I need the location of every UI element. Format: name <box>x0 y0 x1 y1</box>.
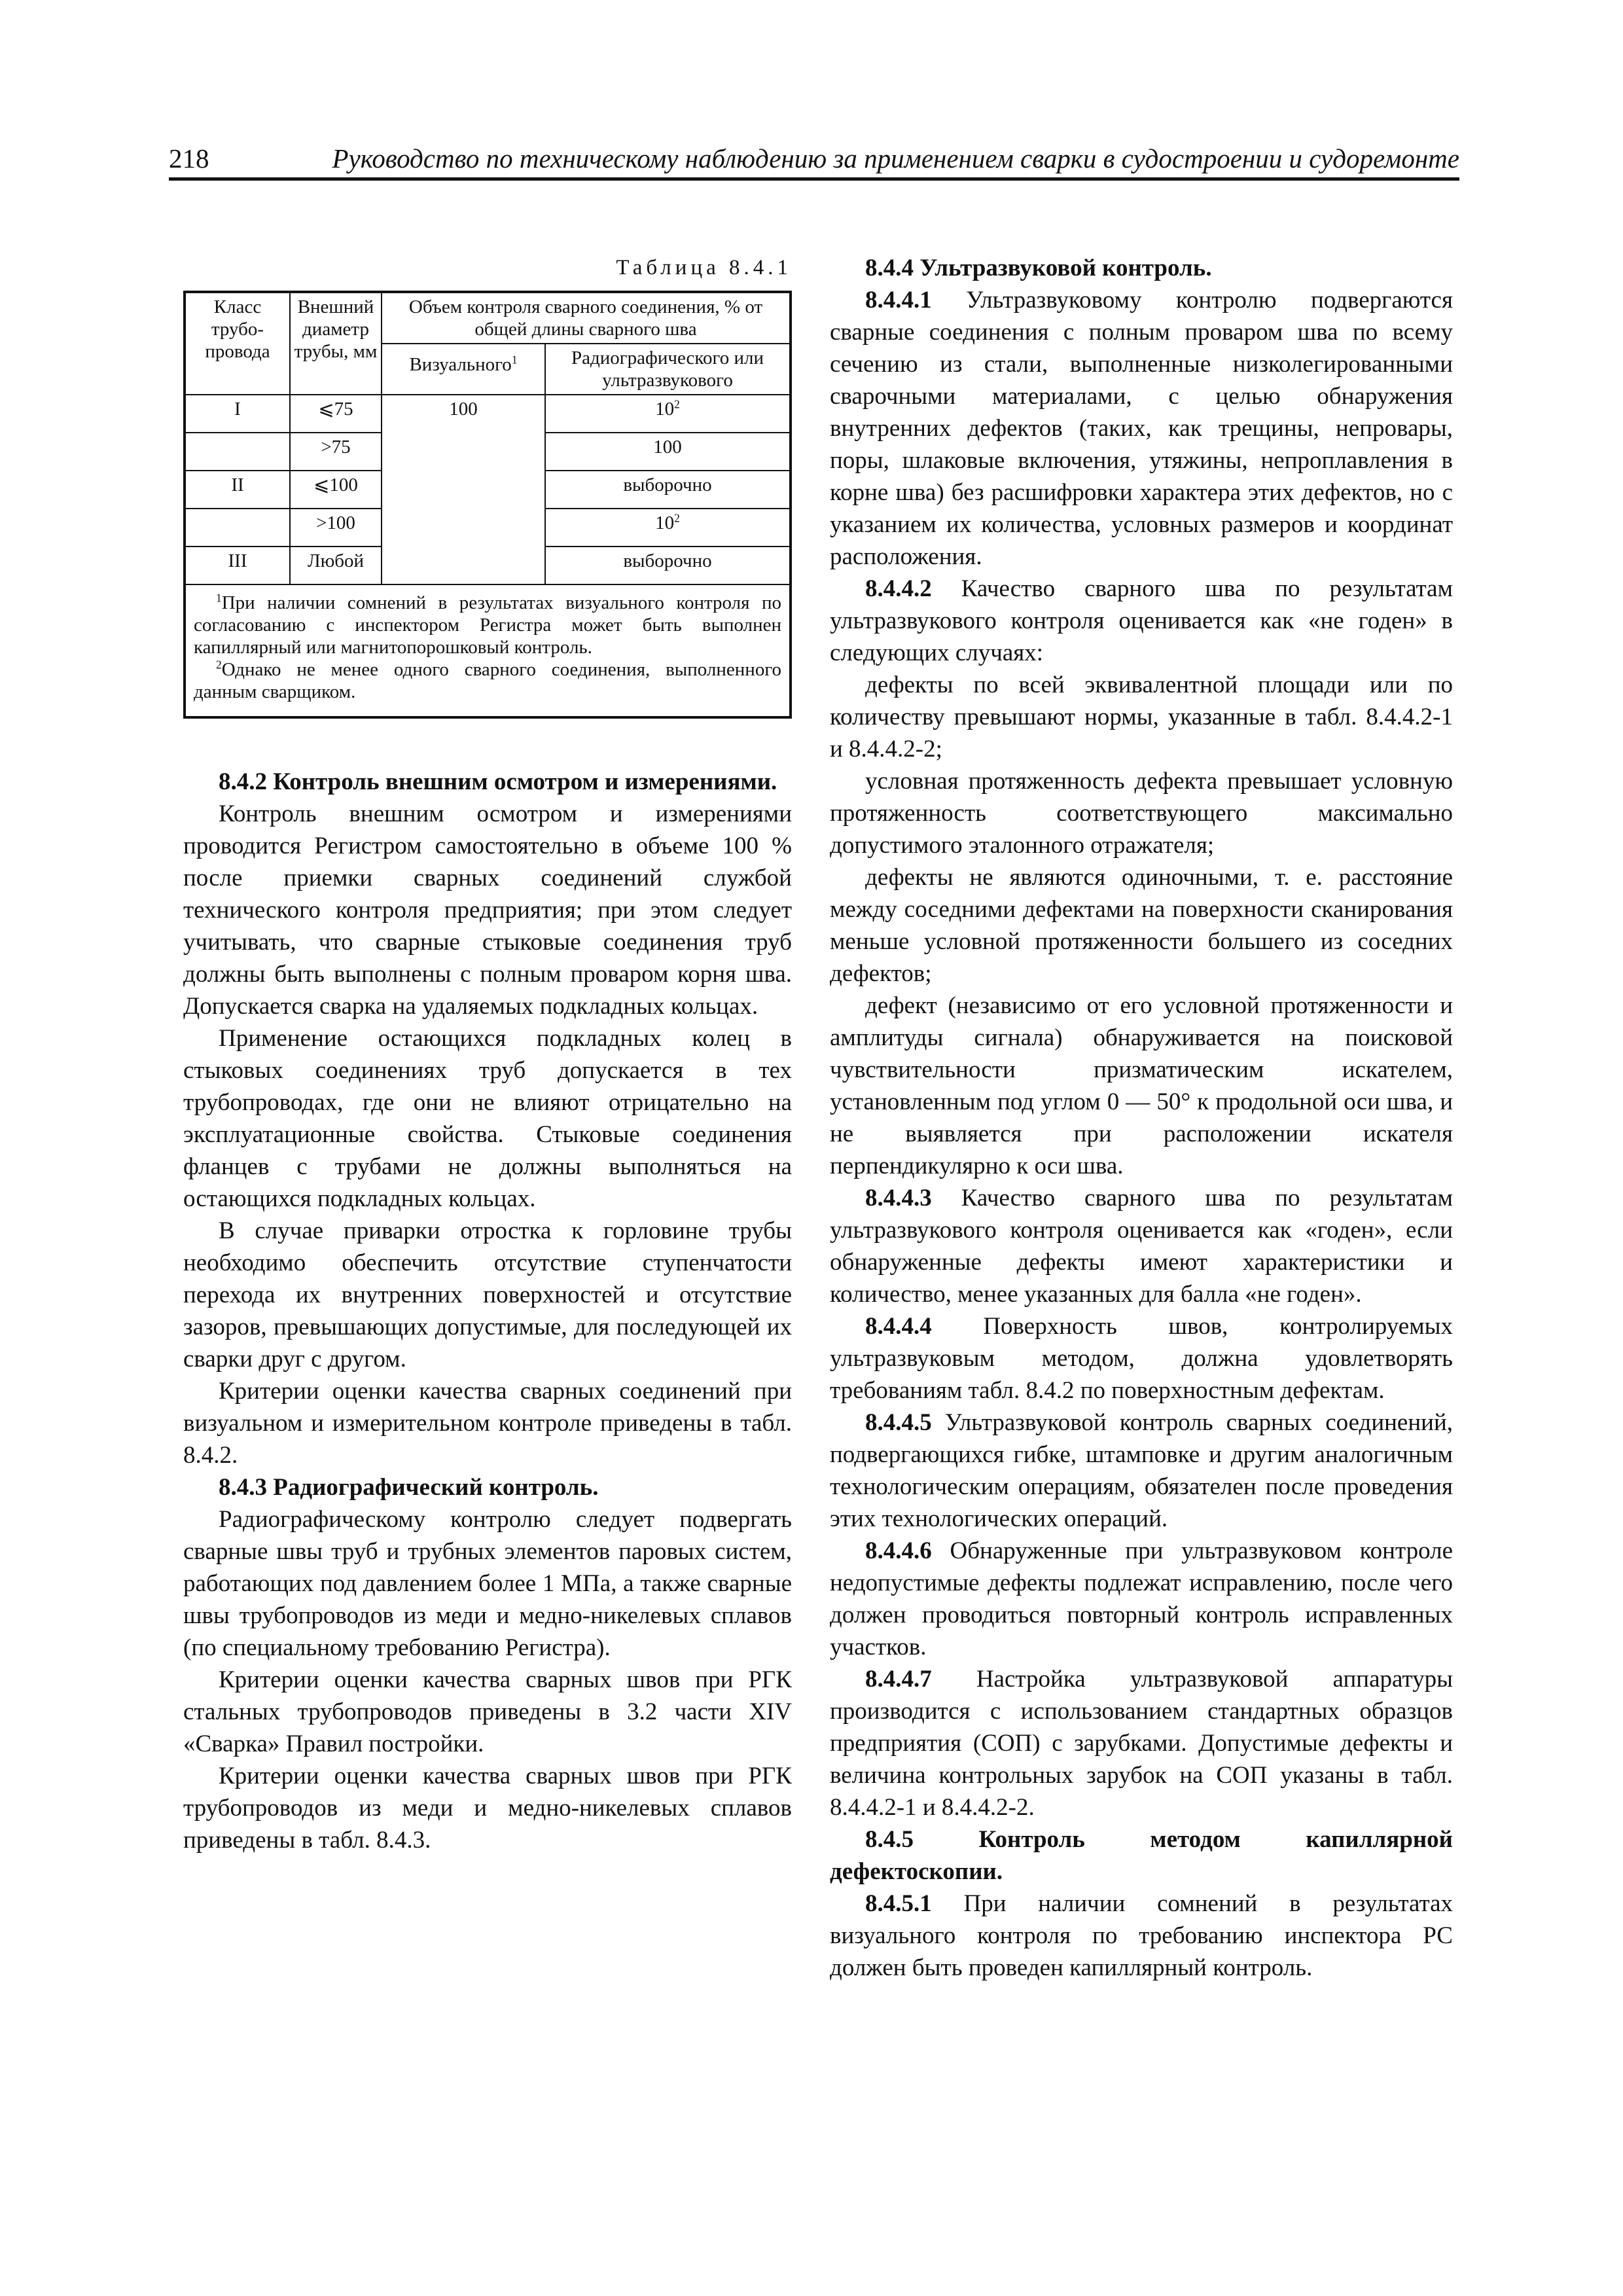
page-number: 218 <box>169 143 209 173</box>
th-visual: Визуального$^1$ <box>382 344 545 395</box>
page-header <box>169 143 1459 181</box>
cell-diameter: ⩽100 <box>290 471 382 509</box>
cell-class: I <box>185 395 290 433</box>
cell-class <box>185 433 290 471</box>
th-diameter: Внешний диаметр трубы, мм <box>290 292 382 395</box>
clause-8-4-4-1: 8.4.4.1 Ультразвуковому контролю подвергаются сварные соединения с полным проваром шва по всему сечению из стали, выполненные низколегированными сварочными материалами, с целью обнаружения внутренних дефектов (таких, как трещины, непровары, поры, шлаковые включения, утяжины, непроплавления в корне шва) без расшифровки характера этих дефектов, но с указанием их количества, условных размеров и координат расположения. <box>830 287 1453 570</box>
clause-8-4-4-4: 8.4.4.4 Поверхность швов, контролируемых ультразвуковым методом, должна удовлетворять требованиям табл. 8.4.2 по поверхностным дефектам. <box>830 1313 1454 1404</box>
clause-8-4-4-3: 8.4.4.3 Качество сварного шва по результатам ультразвукового контроля оценивается как «годен», если обнаруженные дефекты имеют характеристики и количество, менее указанных для балла «не годен». <box>830 1185 1454 1308</box>
cell-radio: $10^2$ <box>545 509 791 547</box>
section-8-4-3-title: 8.4.3 Радиографический контроль. <box>219 1474 599 1501</box>
condition-item: дефекты по всей эквивалентной площади или по количеству превышают нормы, указанные в табл. 8.4.4.2-1 и 8.4.4.2-2; <box>830 672 1453 762</box>
paragraph: Критерии оценки качества сварных соединений при визуальном и измерительном контроле приведены в табл. 8.4.2. <box>183 1378 792 1469</box>
condition-item: условная протяженность дефекта превышает условную протяженность соответствующего максимально допустимого эталонного отражателя; <box>830 768 1453 859</box>
th-radio: Радиографического или ультразвукового <box>545 344 791 395</box>
cell-visual: 100 <box>382 395 545 584</box>
clause-8-4-4-6: 8.4.4.6 Обнаруженные при ультразвуковом контроле недопустимые дефекты подлежат исправлению, после чего должен проводиться повторный контроль исправленных участков. <box>830 1537 1453 1660</box>
cell-class: II <box>185 471 290 509</box>
paragraph: Контроль внешним осмотром и измерениями проводится Регистром самостоятельно в объеме 100 % после приемки сварных соединений службой технического контроля предприятия; при этом следует учитывать, что сварные стыковые соединения труб должны быть выполнены с полным проваром корня шва. Допускается сварка на удаляемых подкладных кольцах. <box>183 800 792 1020</box>
clause-8-4-5-1: 8.4.5.1 При наличии сомнений в результатах визуального контроля по требованию инспектора РС должен быть проведен капиллярный контроль. <box>830 1890 1453 1981</box>
cell-radio: выборочно <box>545 547 791 584</box>
section-8-4-2-title: 8.4.2 Контроль внешним осмотром и измерениями. <box>219 768 777 795</box>
condition-item: дефект (независимо от его условной протяженности и амплитуды сигнала) обнаруживается на поисковой чувствительности призматическим искателем, установленным под углом 0 — 50° к продольной оси шва, и не выявляется при расположении искателя перпендикулярно к оси шва. <box>830 992 1453 1179</box>
table-caption: Таблица 8.4.1 <box>616 256 792 279</box>
running-title: Руководство по техническому наблюдению за применением сварки в судостроении и судоремонте <box>332 143 1459 173</box>
cell-diameter: >100 <box>290 509 382 547</box>
paragraph: Критерии оценки качества сварных швов при РГК стальных трубопроводов приведены в 3.2 части XIV «Сварка» Правил постройки. <box>183 1666 792 1757</box>
cell-class <box>185 509 290 547</box>
th-class: Класс трубо-провода <box>185 292 290 395</box>
table-8-4-1 <box>183 291 792 719</box>
clause-8-4-4-5: 8.4.4.5 Ультразвуковой контроль сварных соединений, подвергающихся гибке, штамповке и другим аналогичным технологическим операциям, обязателен после проведения этих технологических операций. <box>830 1409 1454 1532</box>
th-volume: Объем контроля сварного соединения, % от общей длины сварного шва <box>382 292 791 344</box>
left-column <box>183 252 792 1856</box>
section-8-4-5-title: 8.4.5 Контроль методом капиллярной дефектоскопии. <box>830 1826 1453 1885</box>
cell-class: III <box>185 547 290 584</box>
cell-diameter: Любой <box>290 547 382 584</box>
cell-radio: $10^2$ <box>545 395 791 433</box>
paragraph: Применение остающихся подкладных колец в стыковых соединениях труб допускается в тех трубопроводах, где они не влияют отрицательно на эксплуатационные свойства. Стыковые соединения фланцев с трубами не должны выполняться на остающихся подкладных кольцах. <box>183 1025 792 1212</box>
table-footnotes <box>185 584 791 717</box>
clause-8-4-4-7: 8.4.4.7 Настройка ультразвуковой аппаратуры производится с использованием стандартных образцов предприятия (СОП) с зарубками. Допустимые дефекты и величина контрольных зарубок на СОП указаны в табл. 8.4.4.2-1 и 8.4.4.2-2. <box>830 1666 1453 1821</box>
cell-radio: 100 <box>545 433 791 471</box>
paragraph: Критерии оценки качества сварных швов при РГК трубопроводов из меди и медно-никелевых сплавов приведены в табл. 8.4.3. <box>183 1763 792 1854</box>
cell-diameter: ⩽75 <box>290 395 382 433</box>
footnote-2: $^2$Однако не менее одного сварного соединения, выполненного данным сварщиком. <box>194 658 781 702</box>
footnote-1: $^1$При наличии сомнений в результатах визуального контроля по согласованию с инспектором Регистра может быть выполнен капиллярный или магнитопорошковый контроль. <box>194 591 781 658</box>
section-8-4-4-title: 8.4.4 Ультразвуковой контроль. <box>865 255 1212 281</box>
condition-item: дефекты не являются одиночными, т. е. расстояние между соседними дефектами на поверхности сканирования меньше условной протяженности большего из соседних дефектов; <box>830 864 1453 987</box>
clause-8-4-4-2: 8.4.4.2 Качество сварного шва по результатам ультразвукового контроля оценивается как «не годен» в следующих случаях: <box>830 575 1454 666</box>
right-column <box>830 252 1453 1984</box>
cell-radio: выборочно <box>545 471 791 509</box>
cell-diameter: >75 <box>290 433 382 471</box>
paragraph: В случае приварки отростка к горловине трубы необходимо обеспечить отсутствие ступенчатости перехода их внутренних поверхностей и отсутствие зазоров, превышающих допустимые, для последующей их сварки друг с другом. <box>183 1217 792 1372</box>
paragraph: Радиографическому контролю следует подвергать сварные швы труб и трубных элементов паровых систем, работающих под давлением более 1 МПа, а также сварные швы трубопроводов из меди и медно-никелевых сплавов (по специальному требованию Регистра). <box>183 1506 792 1661</box>
